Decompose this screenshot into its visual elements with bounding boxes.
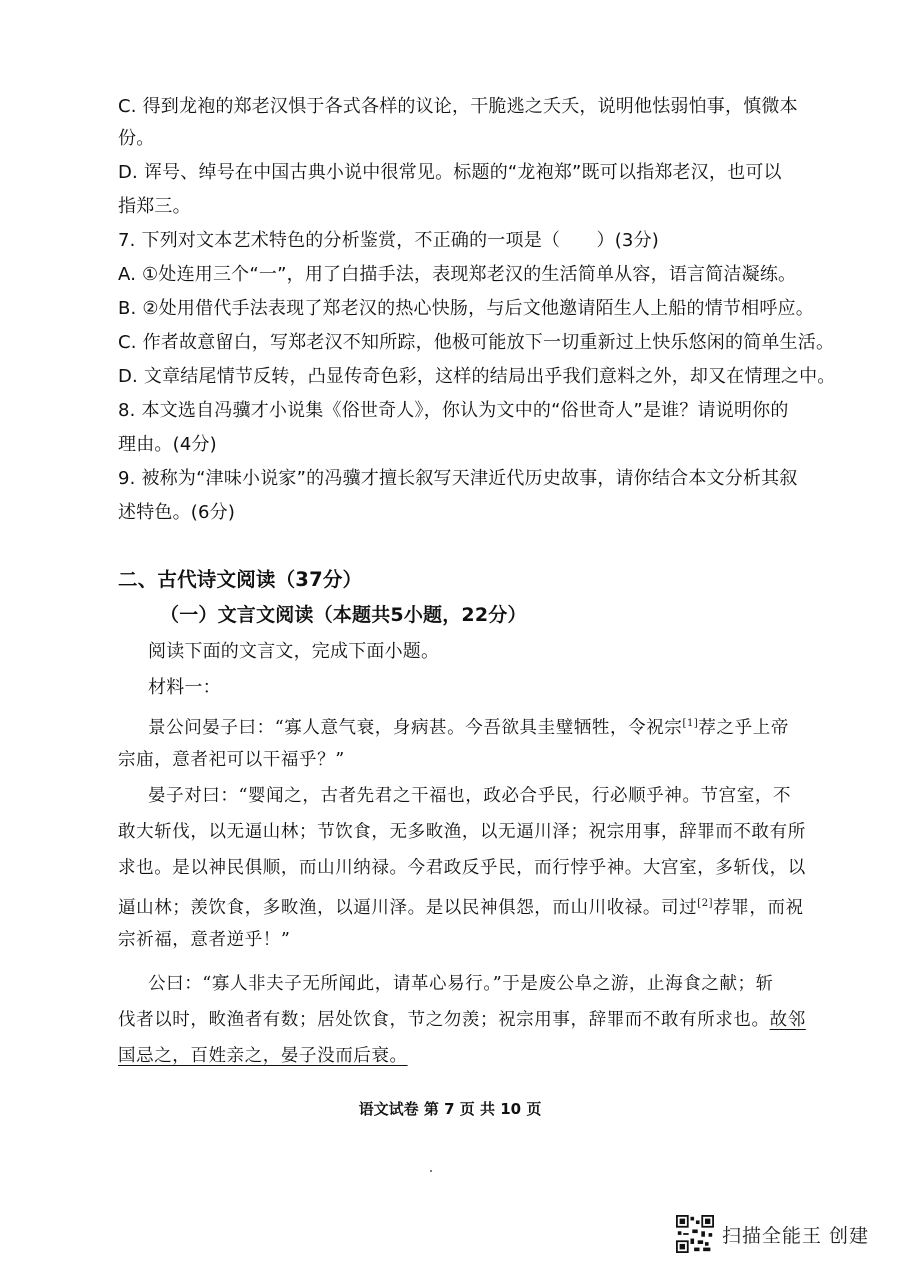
passage-p1-line2: 宗庙，意者祀可以干福乎？” xyxy=(118,750,345,770)
option-c-line2: 份。 xyxy=(118,128,155,149)
instruction-text: 阅读下面的文言文，完成下面小题。 xyxy=(148,641,440,662)
footnote-marker: [1] xyxy=(682,718,699,729)
scan-speck xyxy=(430,1170,432,1172)
material-label: 材料一： xyxy=(148,677,221,698)
passage-text: 荐罪，而祝 xyxy=(713,897,804,918)
q7-option-c: C. 作者故意留白，写郑老汉不知所踪，他极可能放下一切重新过上快乐悠闲的简单生活。 xyxy=(118,332,835,353)
qr-code-icon xyxy=(676,1215,714,1253)
passage-p3-line2 xyxy=(118,1009,806,1031)
passage-text: 景公问晏子曰：“寡人意气衰，身病甚。今吾欲具圭璧牺牲，令祝宗 xyxy=(148,717,683,738)
passage-text: 伐者以时，畋渔者有数；居处饮食，节之勿羡；祝宗用事，辞罪而不敢有所求也。 xyxy=(118,1010,770,1030)
passage-p2-line1: 晏子对曰：“婴闻之，古者先君之干福也，政必合乎民，行必顺乎神。节宫室，不 xyxy=(148,786,792,806)
passage-text: 逼山林；羡饮食，多畋渔，以逼川泽。是以民神俱怨，而山川收禄。司过 xyxy=(118,897,698,918)
option-d-line1: D. 诨号、绰号在中国古典小说中很常见。标题的“龙袍郑”既可以指郑老汉，也可以 xyxy=(118,162,782,183)
q7-option-a: A. ①处连用三个“一”，用了白描手法，表现郑老汉的生活简单从容，语言简洁凝练。 xyxy=(118,264,797,285)
question-9-line2: 述特色。(6分) xyxy=(118,502,236,523)
page-footer: 语文试卷 第 7 页 共 10 页 xyxy=(358,1100,542,1118)
passage-p2-line3: 求也。是以神民俱顺，而山川纳禄。今君政反乎民，而行悖乎神。大宫室，多斩伐，以 xyxy=(118,858,806,878)
watermark-text: 扫描全能王 创建 xyxy=(722,1224,870,1247)
option-d-line2: 指郑三。 xyxy=(118,196,191,217)
question-8-line2: 理由。(4分) xyxy=(118,434,217,455)
q7-option-b: B. ②处用借代手法表现了郑老汉的热心快肠，与后文他邀请陌生人上船的情节相呼应。 xyxy=(118,298,814,319)
footnote-marker: [2] xyxy=(697,898,714,909)
question-7: 7. 下列对文本艺术特色的分析鉴赏，不正确的一项是（ ）(3分) xyxy=(118,230,659,251)
scanner-watermark xyxy=(676,1215,869,1253)
underlined-sentence: 故邻 xyxy=(769,1010,806,1030)
option-c-line1: C. 得到龙袍的郑老汉惧于各式各样的议论，干脆逃之夭夭，说明他怯弱怕事，慎微本 xyxy=(118,96,798,117)
passage-p2-line4 xyxy=(118,893,804,919)
passage-text: 荐之乎上帝 xyxy=(698,717,789,738)
question-8-line1: 8. 本文选自冯骥才小说集《俗世奇人》，你认为文中的“俗世奇人”是谁？请说明你的 xyxy=(118,400,789,421)
subsection-heading: （一）文言文阅读（本题共5小题，22分） xyxy=(160,604,527,626)
passage-p3-line1: 公曰：“寡人非夫子无所闻此，请革心易行。”于是废公阜之游，止海食之献；斩 xyxy=(148,974,774,994)
passage-p2-line2: 敢大斩伐，以无逼山林；节饮食，无多畋渔，以无逼川泽；祝宗用事，辞罪而不敢有所 xyxy=(118,822,806,842)
question-9-line1: 9. 被称为“津味小说家”的冯骥才擅长叙写天津近代历史故事，请你结合本文分析其叙 xyxy=(118,468,798,489)
passage-p2-line5: 宗祈福，意者逆乎！” xyxy=(118,930,291,950)
passage-p1-line1 xyxy=(148,713,789,739)
underlined-sentence-cont: 国忌之，百姓亲之，晏子没而后衰。 xyxy=(118,1046,408,1066)
q7-option-d: D. 文章结尾情节反转，凸显传奇色彩，这样的结局出乎我们意料之外，却又在情理之中。 xyxy=(118,366,836,387)
section-heading: 二、古代诗文阅读（37分） xyxy=(118,568,363,591)
